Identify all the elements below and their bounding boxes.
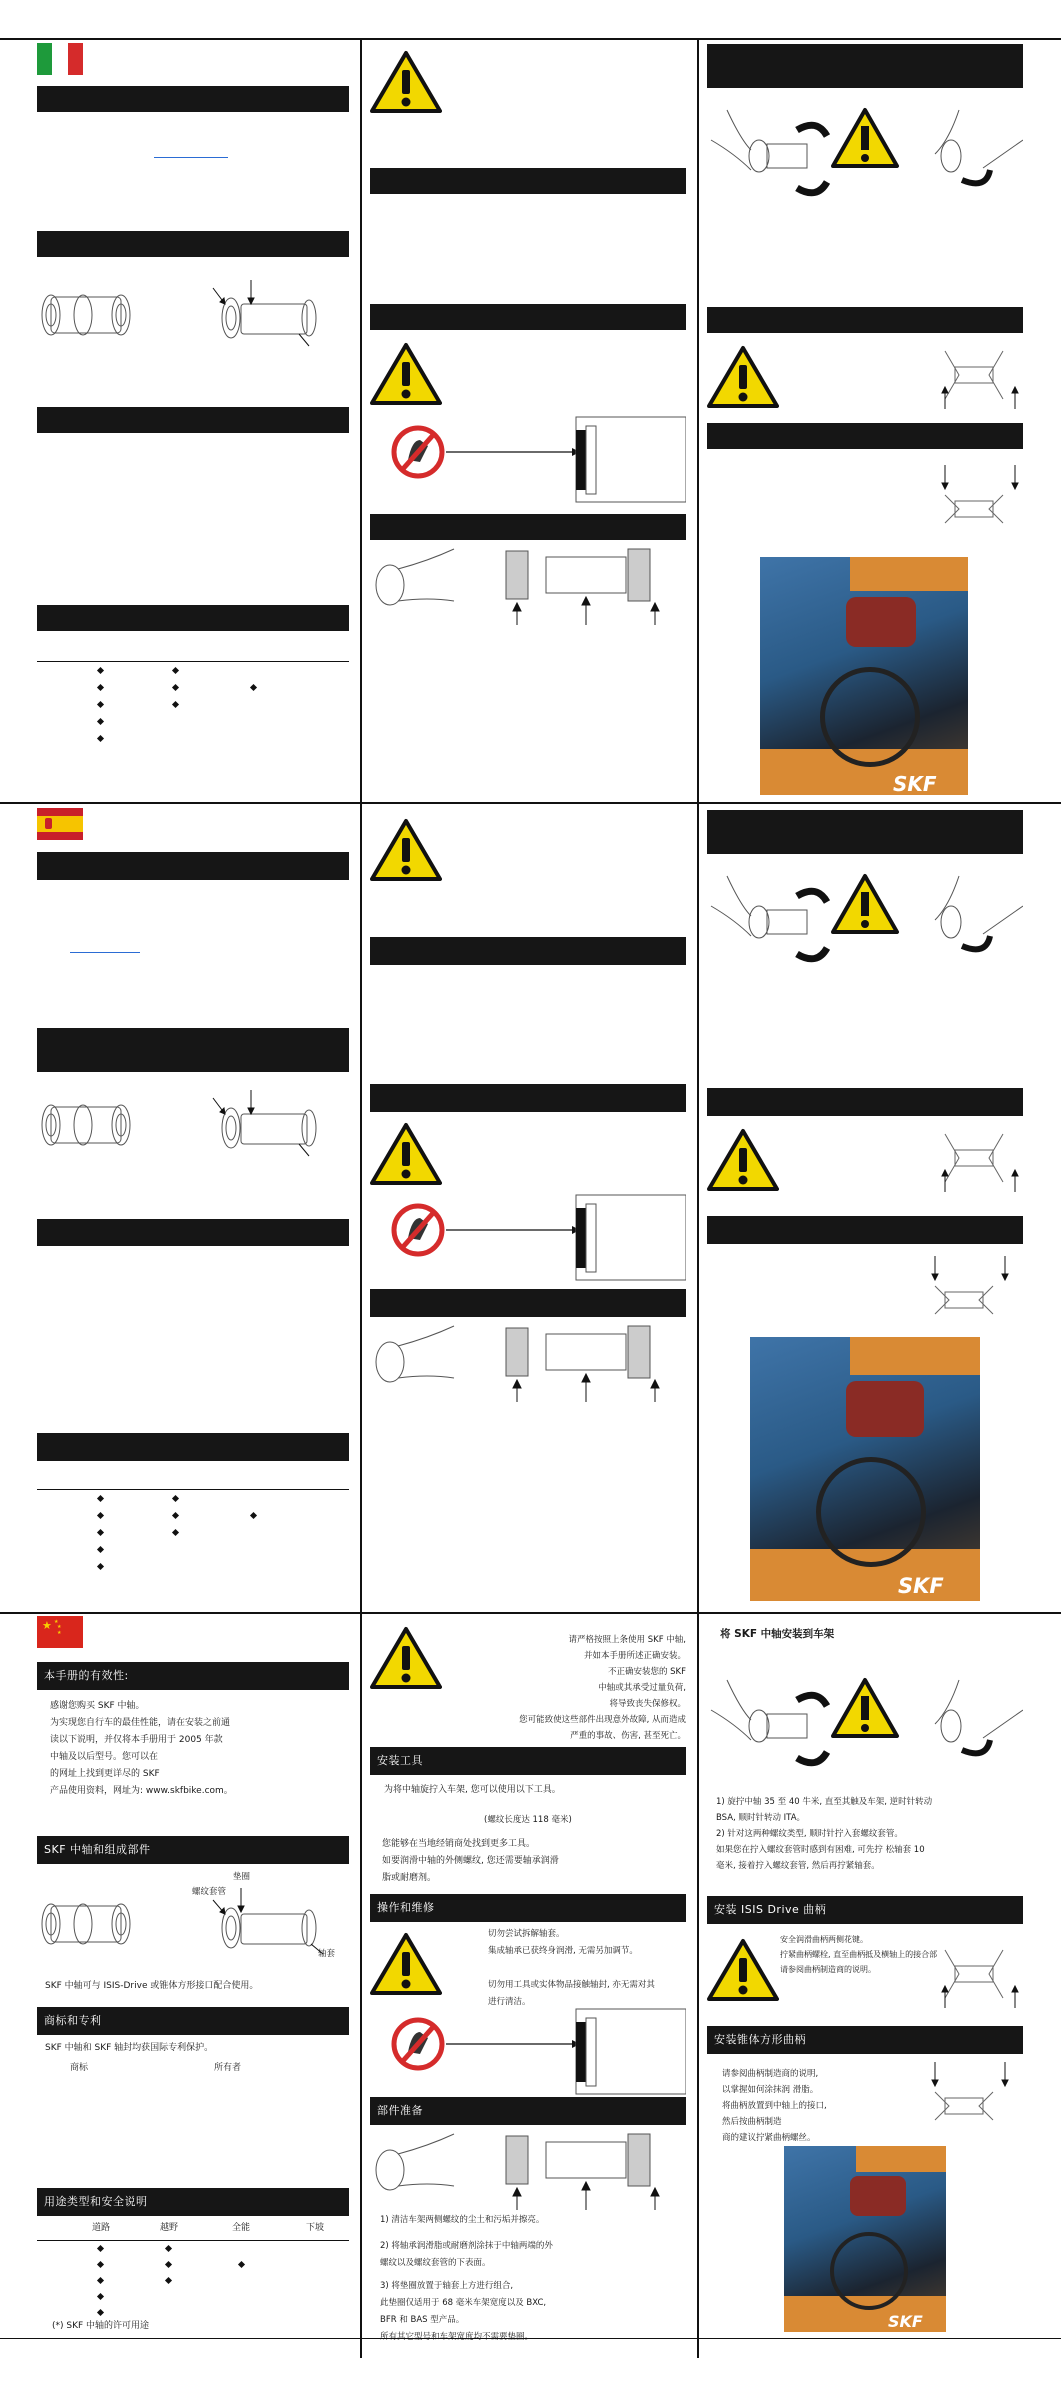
es-usage-dot bbox=[172, 1512, 179, 1519]
no-touch-seal-drawing bbox=[390, 2004, 686, 2099]
it-bar-install bbox=[707, 44, 1023, 88]
col-divider-1 bbox=[360, 38, 362, 2358]
it-usage-dot bbox=[172, 667, 179, 674]
es-bar-components bbox=[37, 1028, 349, 1072]
zh-square-heading: 安装锥体方形曲柄 bbox=[707, 2026, 1023, 2054]
zh-maintenance-heading: 操作和维修 bbox=[370, 1894, 686, 1922]
es-bar-isis bbox=[707, 1088, 1023, 1116]
zh-square-body: 请参阅曲柄制造商的说明, 以掌握如何涂抹润 滑脂。 将曲柄放置到中轴上的接口, 然后按曲柄制造 商的建议拧紧曲柄螺丝。 bbox=[722, 2069, 827, 2143]
zh-usage-dot bbox=[238, 2261, 245, 2268]
es-bar-maintenance bbox=[370, 1084, 686, 1112]
row-divider-2 bbox=[0, 1612, 1061, 1614]
top-rule bbox=[0, 38, 1061, 40]
es-usage-dot bbox=[97, 1512, 104, 1519]
es-usage-dot bbox=[97, 1495, 104, 1502]
it-bar-tools bbox=[370, 168, 686, 194]
es-bar-install bbox=[707, 810, 1023, 854]
es-usage-dot bbox=[97, 1563, 104, 1570]
zh-usage-dot bbox=[165, 2261, 172, 2268]
es-usage-dot bbox=[250, 1512, 257, 1519]
zh-preparation-heading: 部件准备 bbox=[370, 2097, 686, 2125]
zh-usage-col-offroad: 越野 bbox=[160, 2223, 179, 2233]
zh-validity-heading: 本手册的有效性: bbox=[37, 1662, 349, 1690]
no-touch-seal-drawing bbox=[390, 412, 686, 507]
it-bar-maintenance bbox=[370, 304, 686, 330]
it-usage-dot bbox=[97, 701, 104, 708]
zh-usage-rule bbox=[37, 2240, 349, 2241]
zh-validity-body: 感谢您购买 SKF 中轴。 为实现您自行车的最佳性能，请在安装之前通 读以下说明，并仅将本手册用于 2005 年款 中轴及以后型号。您可以在 的网址上找到更详尽的 SKF 产品使用资料，网址为: www.skfbike.com。 bbox=[50, 1701, 233, 1796]
zh-maintenance-body: 切勿尝试拆解轴套。 集成轴承已获终身润滑, 无需另加调节。 切勿用工具或实体物品接触轴封, 亦无需对其 进行清洁。 bbox=[488, 1929, 655, 2007]
it-install-drawing bbox=[707, 100, 1023, 210]
zh-trademarks-heading: 商标和专利 bbox=[37, 2007, 349, 2035]
italy-flag bbox=[37, 43, 83, 75]
zh-usage-dot bbox=[165, 2245, 172, 2252]
zh-label-sleeve: 螺纹套管 bbox=[192, 1887, 227, 1897]
warning-icon bbox=[707, 1128, 779, 1192]
zh-usage-footnote: (*) SKF 中轴的许可用途 bbox=[52, 2321, 150, 2331]
col-divider-2 bbox=[697, 38, 699, 2358]
zh-usage-heading: 用途类型和安全说明 bbox=[37, 2188, 349, 2216]
zh-tools-spec: (螺纹长度达 118 毫米) bbox=[484, 1815, 572, 1825]
es-usage-dot bbox=[172, 1529, 179, 1536]
it-web-link[interactable] bbox=[154, 157, 228, 158]
it-preparation-drawing bbox=[370, 545, 686, 625]
it-usage-dot bbox=[97, 667, 104, 674]
zh-label-washer: 垫圈 bbox=[233, 1872, 251, 1882]
es-bar-validity bbox=[37, 852, 349, 880]
zh-install-heading: 将 SKF 中轴安装到车架 bbox=[720, 1628, 835, 1640]
china-flag: ★ ★ ★ ★ bbox=[37, 1616, 83, 1648]
zh-components-heading: SKF 中轴和组成部件 bbox=[37, 1836, 349, 1864]
zh-usage-dot bbox=[97, 2277, 104, 2284]
it-bar-isis bbox=[707, 307, 1023, 333]
es-bar-tools bbox=[370, 937, 686, 965]
it-usage-rule bbox=[37, 661, 349, 662]
es-usage-dot bbox=[172, 1495, 179, 1502]
zh-install-body: 1) 旋拧中轴 35 至 40 牛米, 直至其触及车架, 逆时针转动 BSA, 顺时针转动 ITA。 2) 针对这两种螺纹类型, 顺时针拧入套螺纹套管。 如果您在拧入螺纹套管时感到有困难, 可先拧 松轴套 10 毫米, 接着拧入螺纹套管, 然后再拧紧轴套。 bbox=[716, 1797, 933, 1871]
zh-usage-col-downhill: 下坡 bbox=[306, 2223, 325, 2233]
es-usage-dot bbox=[97, 1529, 104, 1536]
es-isis-crank-drawing bbox=[925, 1128, 1023, 1192]
zh-col-trademark: 商标 bbox=[70, 2063, 89, 2073]
zh-tools-body: 为将中轴旋拧入车架, 您可以使用以下工具。 bbox=[384, 1785, 561, 1795]
es-install-drawing bbox=[707, 866, 1023, 976]
it-bb-exploded-drawing bbox=[37, 280, 349, 350]
zh-trademarks-body: SKF 中轴和 SKF 轴封均获国际专利保护。 bbox=[45, 2043, 214, 2053]
it-bar-validity bbox=[37, 86, 349, 112]
warning-icon bbox=[370, 1932, 442, 1996]
zh-square-crank-drawing bbox=[915, 2062, 1013, 2132]
it-cyclist-photo bbox=[760, 557, 968, 795]
zh-usage-dot bbox=[97, 2245, 104, 2252]
it-usage-dot bbox=[97, 735, 104, 742]
es-cyclist-photo bbox=[750, 1337, 980, 1601]
it-bar-components bbox=[37, 231, 349, 257]
spain-flag bbox=[37, 808, 83, 840]
zh-tools-body2: 您能够在当地经销商处找到更多工具。 如要润滑中轴的外侧螺纹, 您还需要轴承润滑 脂或耐磨剂。 bbox=[382, 1839, 559, 1883]
es-bar-preparation bbox=[370, 1289, 686, 1317]
zh-prep-step1: 1) 清洁车架两侧螺纹的尘土和污垢并擦亮。 bbox=[380, 2215, 545, 2225]
zh-components-note: SKF 中轴可与 ISIS-Drive 或锥体方形接口配合使用。 bbox=[45, 1981, 259, 1991]
it-bar-trademarks bbox=[37, 407, 349, 433]
es-bar-trademarks bbox=[37, 1219, 349, 1246]
warning-icon bbox=[370, 342, 442, 406]
skf-logo: SKF bbox=[888, 2312, 923, 2331]
zh-usage-dot bbox=[97, 2261, 104, 2268]
it-usage-dot bbox=[172, 684, 179, 691]
es-usage-rule bbox=[37, 1489, 349, 1490]
zh-isis-heading: 安装 ISIS Drive 曲柄 bbox=[707, 1896, 1023, 1924]
es-square-crank-drawing bbox=[915, 1256, 1013, 1326]
warning-icon bbox=[707, 345, 779, 409]
row-divider-1 bbox=[0, 802, 1061, 804]
es-web-link[interactable] bbox=[70, 952, 140, 953]
es-usage-dot bbox=[97, 1546, 104, 1553]
zh-label-bearing: 轴套 bbox=[318, 1949, 336, 1959]
es-preparation-drawing bbox=[370, 1322, 686, 1402]
zh-usage-dot bbox=[97, 2293, 104, 2300]
zh-tools-heading: 安装工具 bbox=[370, 1747, 686, 1775]
zh-install-drawing bbox=[707, 1670, 1023, 1780]
zh-warning-text: 请严格按照上条使用 SKF 中轴, 并如本手册所述正确安装。 不正确安装您的 SKF 中轴或其承受过量负荷, 将导致丧失保修权。 您可能致使这些部件出现意外故障, 从而造成 严重的事故、伤害, 甚至死亡。 bbox=[519, 1635, 686, 1741]
no-touch-seal-drawing bbox=[390, 1190, 686, 1285]
warning-icon bbox=[370, 818, 442, 882]
es-bb-exploded-drawing bbox=[37, 1090, 349, 1160]
zh-usage-dot bbox=[165, 2277, 172, 2284]
warning-icon bbox=[370, 1626, 442, 1690]
es-bar-usage bbox=[37, 1433, 349, 1461]
it-bar-usage bbox=[37, 605, 349, 631]
zh-usage-col-allround: 全能 bbox=[232, 2223, 251, 2233]
zh-usage-col-road: 道路 bbox=[92, 2223, 111, 2233]
it-usage-dot bbox=[172, 701, 179, 708]
it-square-crank-drawing bbox=[925, 465, 1023, 535]
it-bar-preparation bbox=[370, 514, 686, 540]
zh-prep-step3: 3) 将垫圈放置于轴套上方进行组合, 此垫圈仅适用于 68 毫米车架宽度以及 BXC, BFR 和 BAS 型产品。 所有其它型号和车架宽度均不需要垫圈。 bbox=[380, 2281, 547, 2342]
es-bar-square bbox=[707, 1216, 1023, 1244]
zh-cyclist-photo bbox=[784, 2146, 946, 2332]
zh-col-owner: 所有者 bbox=[214, 2063, 242, 2073]
zh-isis-crank-drawing bbox=[925, 1944, 1023, 2008]
warning-icon bbox=[707, 1938, 779, 2002]
skf-logo: SKF bbox=[898, 1574, 944, 1598]
it-usage-dot bbox=[97, 718, 104, 725]
skf-logo: SKF bbox=[893, 772, 937, 796]
it-bar-square bbox=[707, 423, 1023, 449]
it-isis-crank-drawing bbox=[925, 345, 1023, 409]
warning-icon bbox=[370, 50, 442, 114]
zh-prep-step2: 2) 将轴承润滑脂或耐磨剂涂抹于中轴两端的外 螺纹以及螺纹套管的下表面。 bbox=[380, 2241, 553, 2268]
zh-isis-body: 安全润滑曲柄两侧花键。 拧紧曲柄螺栓, 直至曲柄抵及横轴上的接合部 请参阅曲柄制造商的说明。 bbox=[780, 1935, 938, 1974]
it-usage-dot bbox=[250, 684, 257, 691]
zh-usage-dot bbox=[97, 2309, 104, 2316]
it-usage-dot bbox=[97, 684, 104, 691]
warning-icon bbox=[370, 1122, 442, 1186]
zh-preparation-drawing bbox=[370, 2130, 686, 2210]
